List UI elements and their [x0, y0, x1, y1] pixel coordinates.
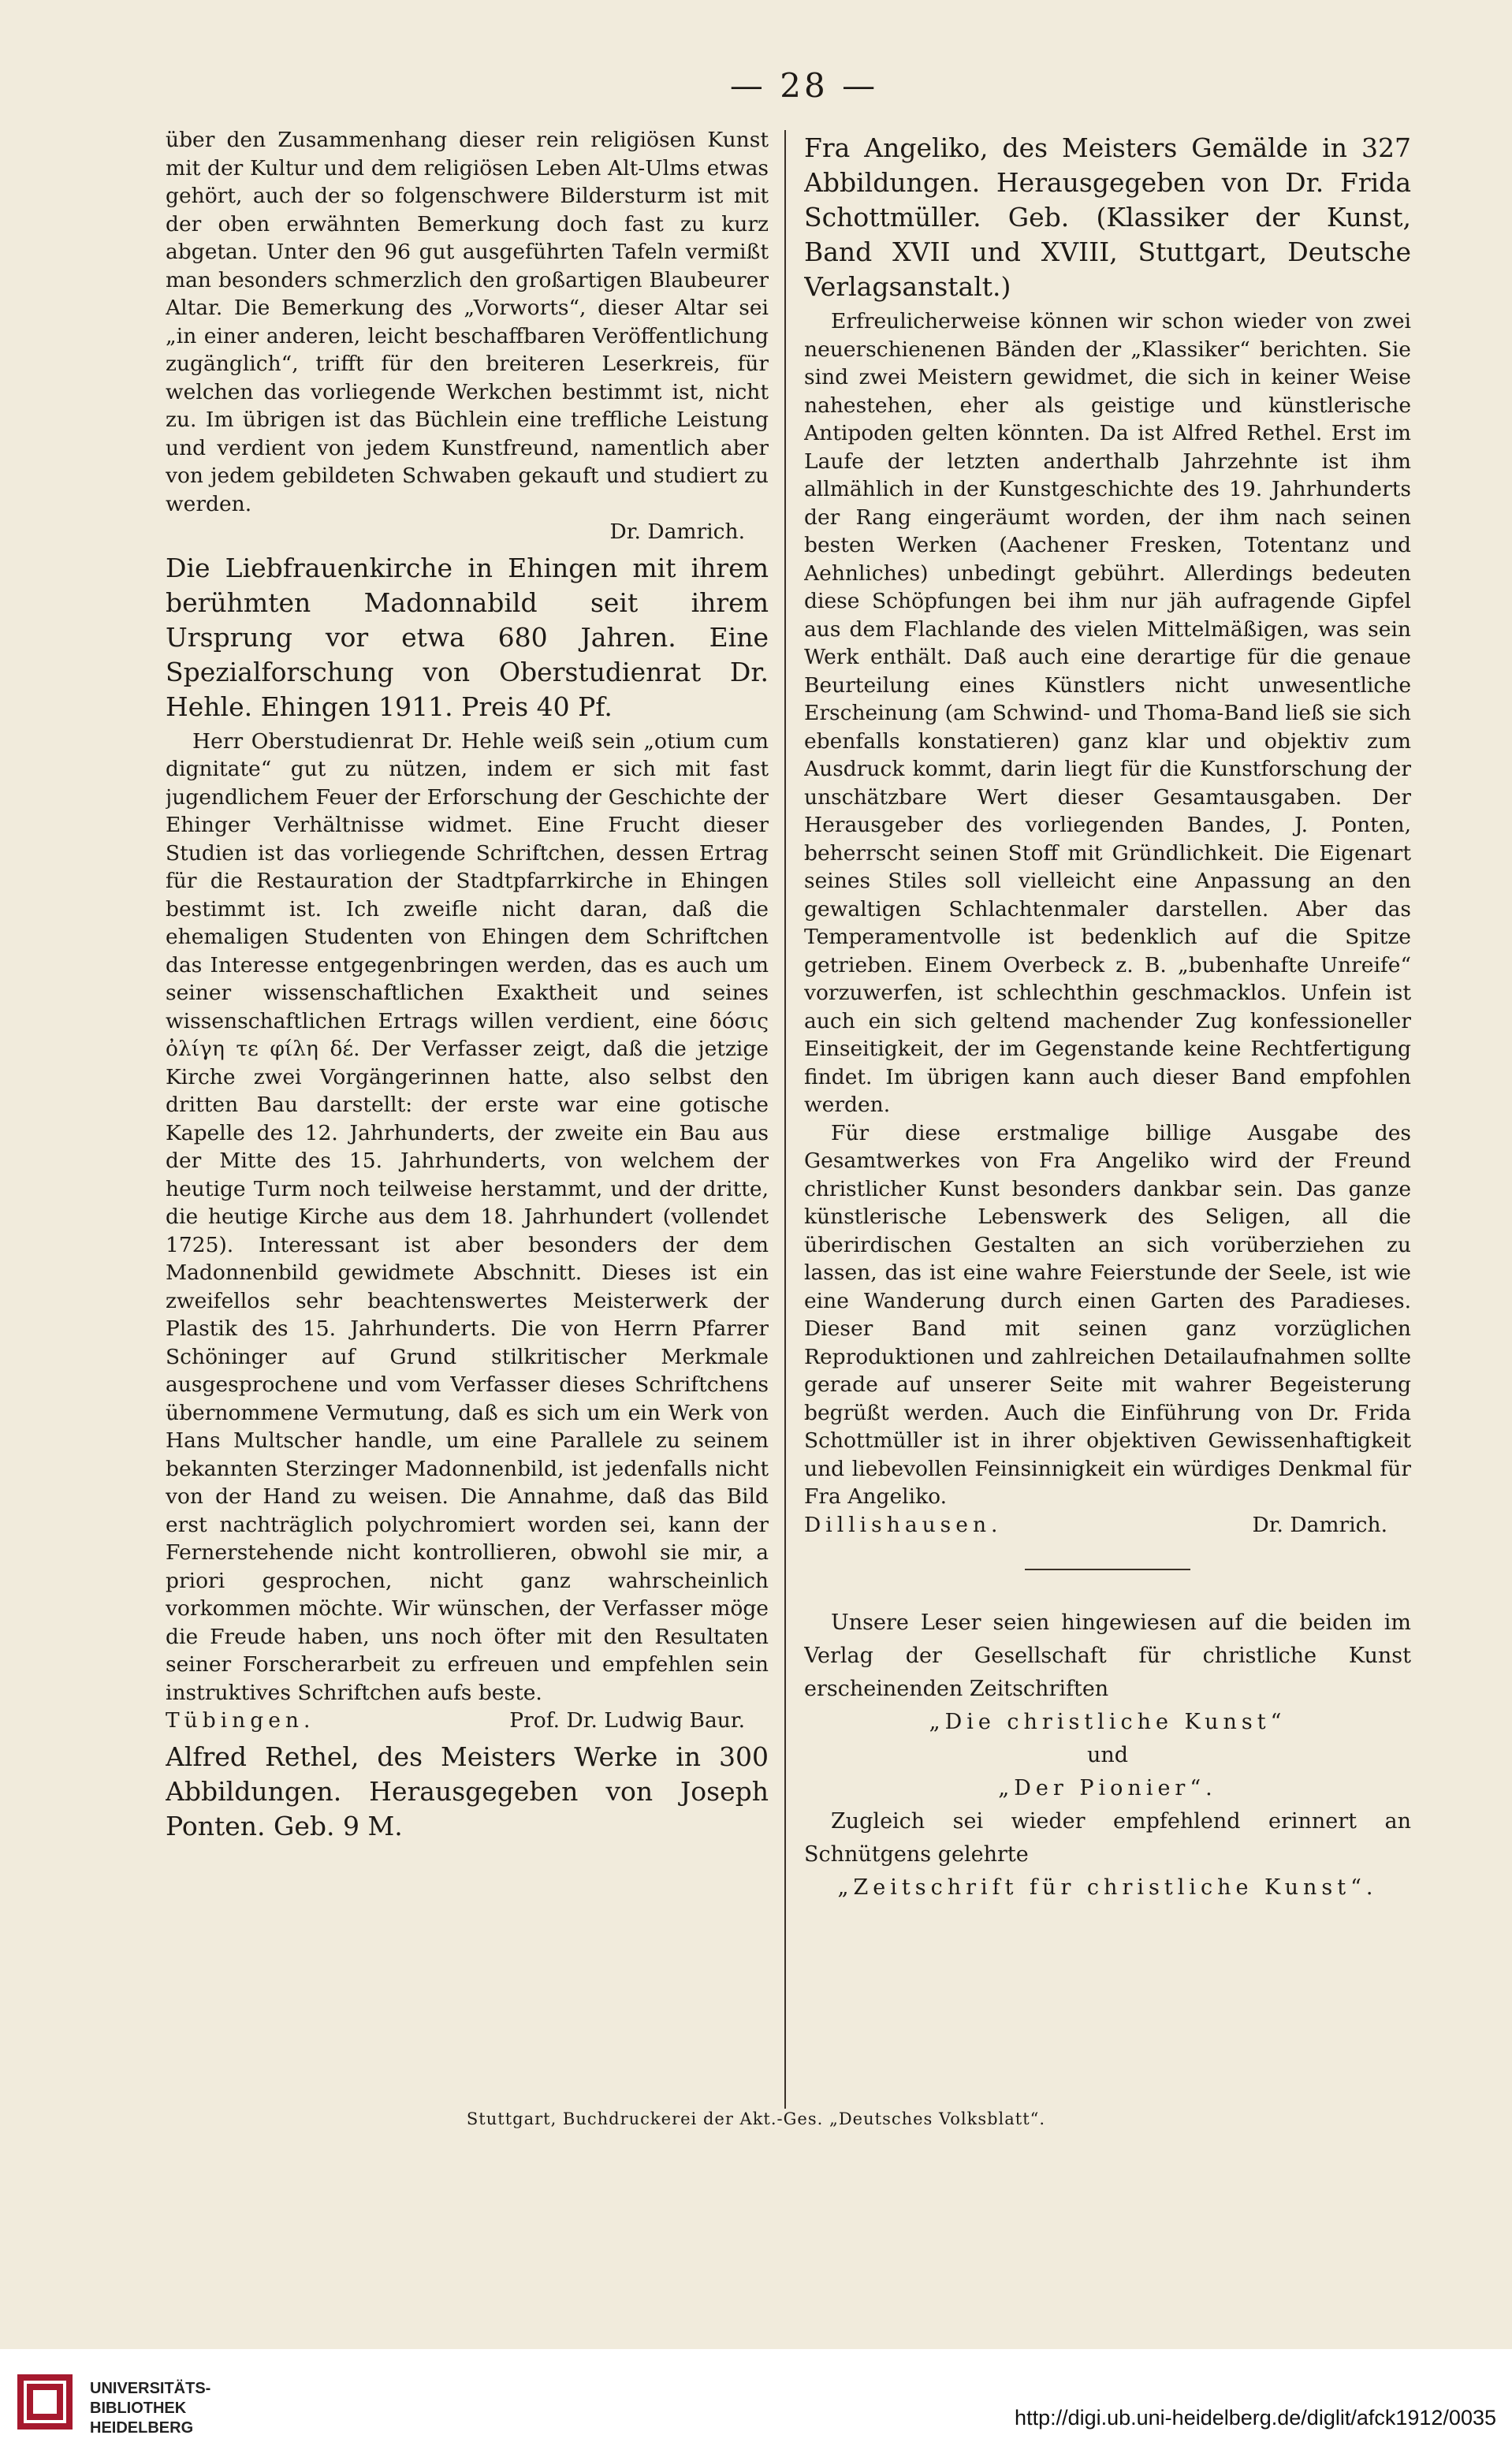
review2-place: Tübingen.	[166, 1708, 315, 1733]
review3-heading-left: Alfred Rethel, des Meisters Werke in 300 Abbildungen. Herausgegeben von Joseph Ponten. Geb. 9 M.	[166, 1741, 769, 1841]
library-name-line1: UNIVERSITÄTS-	[90, 2380, 211, 2397]
library-name	[90, 2379, 210, 2438]
review2-heading: Die Liebfrauenkirche in Ehingen mit ihrem berühmten Madonnabild seit ihrem Ursprung vor etwa 680 Jahren. Eine Spezialforschung von Oberstudienrat Dr. Hehle. Ehingen 1911. Preis 40 Pf.	[166, 552, 769, 722]
column-divider	[784, 130, 786, 2109]
printer-footer: Stuttgart, Buchdruckerei der Akt.-Ges. „Deutsches Volksblatt“.	[466, 2109, 1046, 2128]
review1-body: über den Zusammenhang dieser rein religiösen Kunst mit der Kultur und dem religiösen Leben Alt-Ulms etwas gehört, auch der so folgenschwere Bildersturm ist mit der oben erwähnten Bemerkung doch fast zu kurz abgetan. Unter den 96 gut ausgeführten Tafeln vermißt man besonders schmerzlich den großartigen Blaubeurer Altar. Die Bemerkung des „Vorworts“, dieser Altar sei „in einer anderen, leicht beschaffbaren Veröffentlichung zugänglich“, trifft für den breiteren Leserkreis, für welchen das vorliegende Werkchen bestimmt ist, nicht zu. Im übrigen ist das Büchlein eine treffliche Leistung und verdient von jedem Kunstfreund, namentlich aber von jedem gebildeten Schwaben gekauft und studiert zu werden.	[166, 128, 769, 516]
left-column	[166, 126, 769, 2176]
review1-signature: Dr. Damrich.	[609, 519, 745, 544]
review2-signature-row	[166, 1707, 769, 1735]
review4-body-2: Für diese erstmalige billige Ausgabe des Gesamtwerkes von Fra Angeliko wird der Freund christlicher Kunst besonders dankbar sein. Das ganze künstlerische Lebenswerk des Seligen, all die überirdischen Gestalten an sich vorüberziehen zu lassen, das ist eine wahre Feierstunde der Seele, ist wie eine Wanderung durch einen Garten des Paradieses. Dieser Band mit seinen ganz vorzüglichen Reproduktionen und zahlreichen Detailaufnahmen sollte gerade auf unserer Seite mit wahrer Begeisterung begrüßt werden. Auch die Einführung von Dr. Frida Schottmüller ist in ihrer objektiven Gewissenhaftigkeit und liebevollen Feinsinnigkeit ein würdiges Denkmal für Fra Angeliko.	[804, 1120, 1411, 1509]
page-number: — 28 —	[729, 66, 879, 105]
review4-signature-row	[804, 1511, 1411, 1540]
review2-signature: Prof. Dr. Ludwig Baur.	[509, 1708, 745, 1733]
section-divider	[1025, 1569, 1190, 1570]
right-column	[804, 126, 1411, 2176]
review4-place: Dillishausen.	[804, 1512, 1003, 1537]
notice-intro: Unsere Leser seien hingewiesen auf die beiden im Verlag der Gesellschaft für christliche Kunst erscheinenden Zeitschriften	[804, 1610, 1411, 1701]
notice-journal-1: „Die christliche Kunst“	[929, 1710, 1287, 1734]
notice-and: und	[1086, 1743, 1129, 1767]
source-url-link[interactable]: http://digi.ub.uni-heidelberg.de/diglit/afck1912/0035	[1015, 2406, 1496, 2430]
review4-heading: Fra Angeliko, des Meisters Gemälde in 327 Abbildungen. Herausgegeben von Dr. Frida Schottmüller. Geb. (Klassiker der Kunst, Band XVII und XVIII, Stuttgart, Deutsche Verlagsanstalt.)	[804, 132, 1411, 302]
library-name-line2: BIBLIOTHEK	[90, 2400, 187, 2417]
publisher-notice	[804, 1607, 1411, 1905]
library-logo[interactable]	[14, 2365, 274, 2441]
review2-body: Herr Oberstudienrat Dr. Hehle weiß sein „otium cum dignitate“ gut zu nützen, indem er sich mit fast jugendlichem Feuer der Erforschung der Geschichte der Ehinger Verhältnisse widmet. Eine Frucht dieser Studien ist das vorliegende Schriftchen, dessen Ertrag für die Restauration der Stadtpfarrkirche in Ehingen bestimmt ist. Ich zweifle nicht daran, daß die ehemaligen Studenten von Ehingen dem Schriftchen das Interesse entgegenbringen werden, das es auch um seiner wissenschaftlichen Exaktheit und seines wissenschaftlichen Ertrags willen verdient, eine δόσις ὀλίγη τε φίλη δέ. Der Verfasser zeigt, daß die jetzige Kirche zwei Vorgängerinnen hatte, also selbst den dritten Bau darstellt: der erste war eine gotische Kapelle des 12. Jahrhunderts, der zweite ein Bau aus der Mitte des 15. Jahrhunderts, von welchem der heutige Turm noch teilweise herstammt, und der dritte, die heutige Kirche aus dem 18. Jahrhundert (vollendet 1725). Interessant ist aber besonders der dem Madonnenbild gewidmete Abschnitt. Dieses ist ein zweifellos sehr beachtenswertes Meisterwerk der Plastik des 15. Jahrhunderts. Die von Herrn Pfarrer Schöninger auf Grund stilkritischer Merkmale ausgesprochene und vom Verfasser dieses Schriftchens übernommene Vermutung, daß es sich um ein Werk von Hans Multscher handle, um eine Parallele zu seinem bekannten Sterzinger Madonnenbild, ist jedenfalls nicht von der Hand zu weisen. Die Annahme, daß das Bild erst nachträglich polychromiert worden sei, kann der Fernerstehende nicht kontrollieren, obwohl sie mir, a priori gesprochen, nicht ganz wahrscheinlich vorkommen möchte. Wir wünschen, der Verfasser möge die Freude haben, uns noch öfter mit den Resultaten seiner Forscherarbeit zu erfreuen und empfehlen sein instruktives Schriftchen aufs beste.	[166, 728, 769, 1705]
notice-journal-2: „Der Pionier“.	[998, 1776, 1217, 1800]
library-name-line3: HEIDELBERG	[90, 2419, 194, 2437]
notice-journal-3: „Zeitschrift für christliche Kunst“.	[837, 1875, 1378, 1900]
notice-outro: Zugleich sei wieder empfehlend erinnert an Schnütgens gelehrte	[804, 1809, 1411, 1867]
review4-signature: Dr. Damrich.	[1252, 1512, 1387, 1537]
review4-body: Erfreulicherweise können wir schon wieder von zwei neuerschienenen Bänden der „Klassiker“ berichten. Sie sind zwei Meistern gewidmet, die sich in keiner Weise nahestehen, eher als geistige und künstlerische Antipoden gelten könnten. Da ist Alfred Rethel. Erst im Laufe der letzten anderthalb Jahrzehnte ist ihm allmählich in der Kunstgeschichte des 19. Jahrhunderts der Rang eingeräumt worden, der ihm nach seinen besten Werken (Aachener Fresken, Totentanz und Aehnliches) unbedingt gebührt. Allerdings bedeuten diese Schöpfungen bei ihm nur jäh aufragende Gipfel aus dem Flachlande des vielen Mittelmäßigen, was sein Werk enthält. Daß auch eine derartige für die genaue Beurteilung eines Künstlers nicht unwesentliche Erscheinung (am Schwind- und Thoma-Band ließ sie sich ebenfalls konstatieren) ganz klar und objektiv zum Ausdruck kommt, darin liegt für die Kunstforschung der unschätzbare Wert dieser Gesamtausgaben. Der Herausgeber des vorliegenden Bandes, J. Ponten, beherrscht seinen Stoff mit Gründlichkeit. Die Eigenart seines Stiles soll vielleicht eine Anpassung an den gewaltigen Schlachtenmaler darstellen. Aber das Temperamentvolle ist bedenklich auf die Spitze getrieben. Einem Overbeck z. B. „bubenhafte Unreife“ vorzuwerfen, ist schlechthin geschmacklos. Unfein ist auch ein sich geltend machender Zug konfessioneller Einseitigkeit, der im Gegenstande keine Rechtfertigung findet. Im übrigen kann auch dieser Band empfohlen werden.	[804, 309, 1411, 1117]
library-seal-icon	[14, 2371, 76, 2433]
